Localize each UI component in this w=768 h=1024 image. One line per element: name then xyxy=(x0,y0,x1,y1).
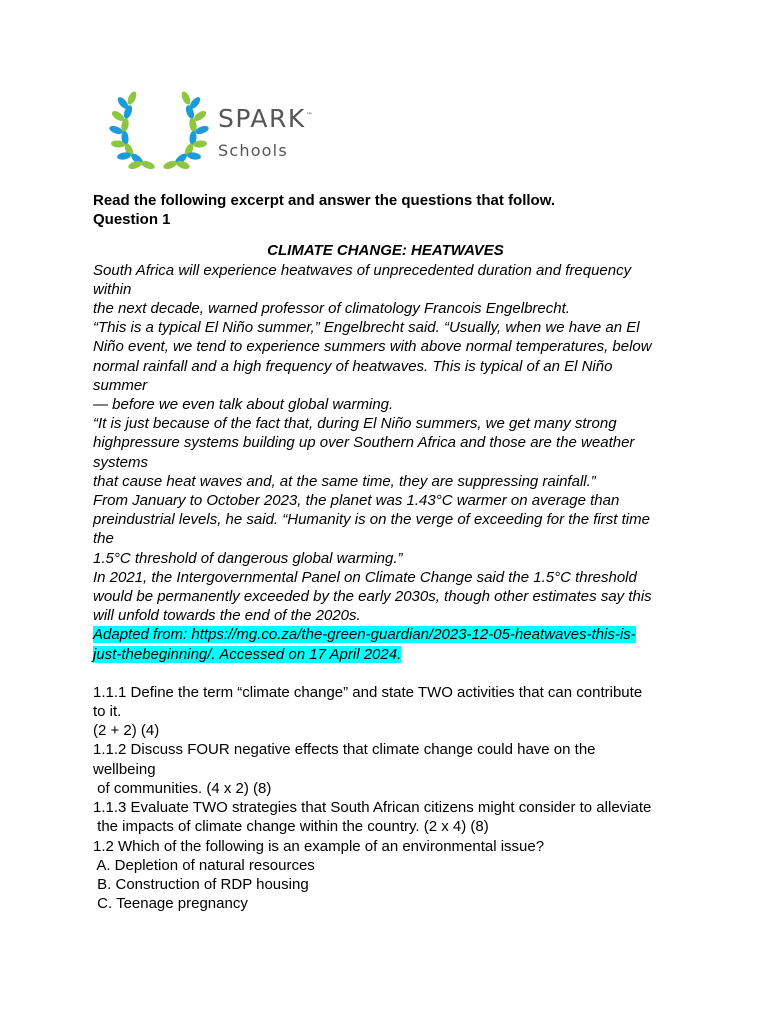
excerpt-line: the next decade, warned professor of climatology Francois Engelbrecht. xyxy=(93,300,570,318)
question-line: 1.1.1 Define the term “climate change” and state TWO activities that can contribute xyxy=(93,683,643,701)
article-excerpt xyxy=(93,261,678,626)
instruction-text: Read the following excerpt and answer the questions that follow. xyxy=(93,192,555,209)
excerpt-line: Niño event, we tend to experience summers with above normal temperatures, below xyxy=(93,338,652,356)
excerpt-line: preindustrial levels, he said. “Humanity is on the verge of exceeding for the first time xyxy=(93,511,650,529)
excerpt-line: within xyxy=(93,280,132,298)
question-line: of communities. (4 x 2) (8) xyxy=(93,779,272,797)
option-b: B. Construction of RDP housing xyxy=(93,875,309,893)
excerpt-line: South Africa will experience heatwaves of unprecedented duration and frequency xyxy=(93,261,632,279)
excerpt-line: “It is just because of the fact that, during El Niño summers, we get many strong xyxy=(93,415,617,433)
excerpt-line: — before we even talk about global warming. xyxy=(93,396,394,414)
excerpt-line: will unfold towards the end of the 2020s. xyxy=(93,607,361,625)
option-c: C. Teenage pregnancy xyxy=(93,895,248,913)
excerpt-line: In 2021, the Intergovernmental Panel on Climate Change said the 1.5°C threshold xyxy=(93,568,637,586)
question-line: the impacts of climate change within the country. (2 x 4) (8) xyxy=(93,818,489,836)
document-body xyxy=(93,191,678,913)
laurel-wreath-icon xyxy=(108,90,210,172)
questions-list xyxy=(93,683,678,913)
excerpt-line: that cause heat waves and, at the same time, they are suppressing rainfall.” xyxy=(93,472,596,490)
question-line: (2 + 2) (4) xyxy=(93,722,160,740)
question-line: wellbeing xyxy=(93,760,156,778)
excerpt-line: 1.5°C threshold of dangerous global warming.” xyxy=(93,549,403,567)
source-line: Adapted from: https://mg.co.za/the-green-guardian/2023-12-05-heatwaves-this-is- xyxy=(93,626,636,644)
excerpt-line: systems xyxy=(93,453,149,471)
question-heading: Question 1 xyxy=(93,211,171,229)
excerpt-line: highpressure systems building up over Southern Africa and those are the weather xyxy=(93,434,635,452)
excerpt-line: would be permanently exceeded by the early 2030s, though other estimates say this xyxy=(93,588,652,606)
question-line: 1.2 Which of the following is an example of an environmental issue? xyxy=(93,837,545,855)
excerpt-line: summer xyxy=(93,376,148,394)
question-line: 1.1.3 Evaluate TWO strategies that South African citizens might consider to alleviate xyxy=(93,799,652,817)
question-line: 1.1.2 Discuss FOUR negative effects that climate change could have on the xyxy=(93,741,596,759)
excerpt-line: From January to October 2023, the planet was 1.43°C warmer on average than xyxy=(93,492,620,510)
source-line: just-thebeginning/. Accessed on 17 April 2024. xyxy=(93,645,402,663)
logo-subtitle: Schools xyxy=(218,141,288,160)
source-citation xyxy=(93,625,678,663)
logo-brand: SPARK™ xyxy=(218,104,313,133)
excerpt-line: normal rainfall and a high frequency of heatwaves. This is typical of an El Niño xyxy=(93,357,613,375)
spark-schools-logo xyxy=(108,90,338,172)
option-a: A. Depletion of natural resources xyxy=(93,856,315,874)
excerpt-line: the xyxy=(93,530,114,548)
question-line: to it. xyxy=(93,703,122,721)
article-title: CLIMATE CHANGE: HEATWAVES xyxy=(267,242,504,260)
excerpt-line: “This is a typical El Niño summer,” Engelbrecht said. “Usually, when we have an El xyxy=(93,319,640,337)
logo-trademark: ™ xyxy=(305,111,313,120)
